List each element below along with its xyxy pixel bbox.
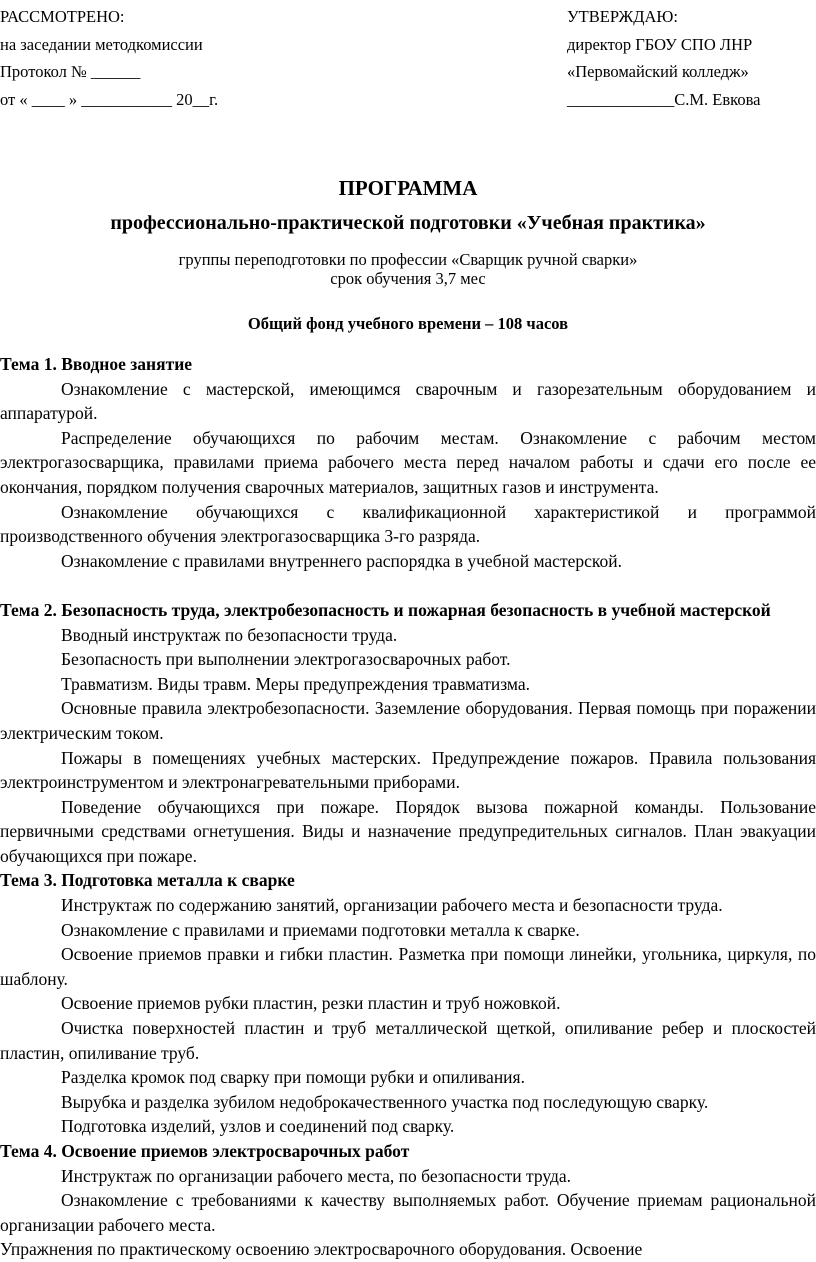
total-hours-line: Общий фонд учебного времени – 108 часов <box>247 314 569 333</box>
spacer <box>0 573 816 598</box>
document-subtitle: профессионально-практической подготовки «Учебная практика» <box>110 212 706 234</box>
paragraph: Ознакомление с правилами внутреннего распорядка в учебной мастерской. <box>61 550 622 571</box>
paragraph-continued: Упражнения по практическому освоению электросварочного оборудования. Освоение <box>0 1239 643 1260</box>
reviewed-meeting: на заседании методкомиссии <box>0 34 203 54</box>
approved-college: «Первомайский колледж» <box>567 62 749 81</box>
paragraph: Травматизм. Виды травм. Меры предупреждения травматизма. <box>61 673 530 694</box>
approval-block-reviewed <box>0 3 218 113</box>
paragraph: Ознакомление обучающихся с квалификационной характеристикой и программой производственного обучения электрогазосварщика 3-го разряда. <box>0 501 816 547</box>
paragraph: Поведение обучающихся при пожаре. Порядок вызова пожарной команды. Пользование первичными средствами огнетушения. Виды и назначение предупредительных сигналов. План эвакуации обучающихся при пожаре. <box>0 796 816 866</box>
reviewed-date: от « ____ » ___________ 20__г. <box>0 89 219 109</box>
paragraph: Ознакомление с правилами и приемами подготовки металла к сварке. <box>61 919 580 940</box>
topic-heading: Тема 2. Безопасность труда, электробезопасность и пожарная безопасность в учебной мастерской <box>0 599 771 620</box>
paragraph: Вырубка и разделка зубилом недоброкачественного участка под последующую сварку. <box>61 1091 709 1112</box>
approval-block-approved <box>567 3 761 113</box>
paragraph: Очистка поверхностей пластин и труб металлической щеткой, опиливание ребер и плоскостей пластин, опиливание труб. <box>0 1018 816 1063</box>
topic-heading: Тема 1. Вводное занятие <box>0 354 193 374</box>
paragraph: Распределение обучающихся по рабочим местам. Ознакомление с рабочим местом электрогазосварщика, правилами приема рабочего места перед началом работы и сдачи его после ее окончания, порядком получения сварочных материалов, защитных газов и инструмента. <box>0 427 816 497</box>
topic-heading: Тема 3. Подготовка металла к сварке <box>0 870 295 891</box>
paragraph: Инструктаж по организации рабочего места, по безопасности труда. <box>61 1165 572 1186</box>
reviewed-protocol: Протокол № ______ <box>0 62 141 81</box>
program-body <box>0 352 816 1262</box>
paragraph: Инструктаж по содержанию занятий, организации рабочего места и безопасности труда. <box>61 895 723 916</box>
paragraph: Освоение приемов правки и гибки пластин. Разметка при помощи линейки, угольника, циркуля, по шаблону. <box>0 944 816 989</box>
paragraph: Безопасность при выполнении электрогазосварочных работ. <box>61 649 511 670</box>
paragraph: Разделка кромок под сварку при помощи рубки и опиливания. <box>61 1067 525 1088</box>
paragraph: Ознакомление с требованиями к качеству выполняемых работ. Обучение приемам рациональной организации рабочего места. <box>0 1190 816 1235</box>
paragraph: Основные правила электробезопасности. Заземление оборудования. Первая помощь при поражении электрическим током. <box>0 698 816 743</box>
approved-label: УТВЕРЖДАЮ: <box>567 7 678 26</box>
paragraph: Освоение приемов рубки пластин, резки пластин и труб ножовкой. <box>61 993 561 1014</box>
paragraph: Вводный инструктаж по безопасности труда. <box>61 624 398 645</box>
approved-signature: _____________С.М. Евкова <box>567 89 761 109</box>
reviewed-label: РАССМОТРЕНО: <box>0 7 125 26</box>
duration-line: срок обучения 3,7 мес <box>330 269 486 288</box>
paragraph: Ознакомление с мастерской, имеющимся сварочным и газорезательным оборудованием и аппаратурой. <box>0 378 816 424</box>
paragraph: Пожары в помещениях учебных мастерских. Предупреждение пожаров. Правила пользования электроинструментом и электронагревательными приборами. <box>0 747 816 793</box>
approved-director: директор ГБОУ СПО ЛНР <box>567 34 753 54</box>
group-line: группы переподготовки по профессии «Сварщик ручной сварки» <box>178 250 638 269</box>
document-title: ПРОГРАММА <box>338 176 478 200</box>
paragraph: Подготовка изделий, узлов и соединений под сварку. <box>61 1116 455 1137</box>
topic-heading: Тема 4. Освоение приемов электросварочных работ <box>0 1141 410 1161</box>
